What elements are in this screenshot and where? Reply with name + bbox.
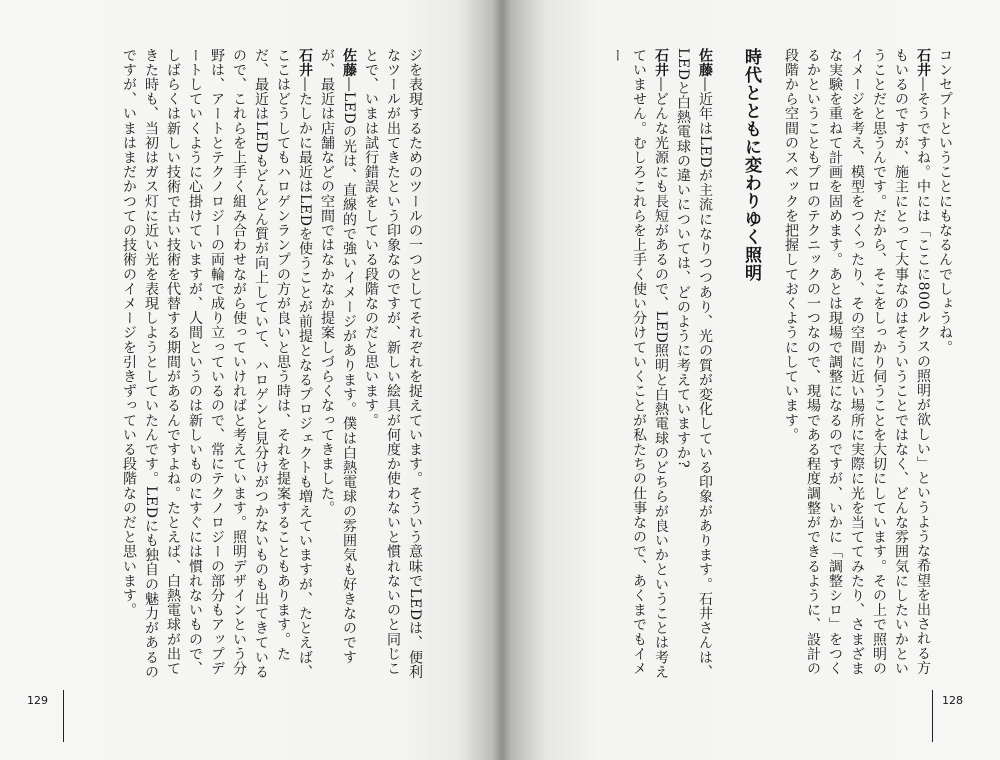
folio-rule: [63, 690, 64, 742]
dialogue-paragraph: 石井―たしかに最近はLEDを使うことが前提となるプロジェクトも増えていますが、たとえば、ここはどうしてもハロゲンランプの方が良いと思う時は、それを提案することもあります。ただ、最近はLEDもどんどん質が向上していて、ハロゲンと見分けがつかないものも出てきているので、これらを上手く組み合わせながら使っていければと考えています。照明デザインという分野は、アートとテクノロジーの両輪で成り立っているので、常にテクノロジーの部分もアップデートしていくように心掛けていますが、人間というのは新しいものにすぐには慣れないもので、しばらくは新しい技術で古い技術を代替する期間があるんですよね。たとえば、白熱電球が出てきた時も、当初はガス灯に近い光を表現しようとしていたんです。LEDにも独自の魅力があるのですが、いまはまだかつての技術のイメージを引きずっている段階なのだと思います。: [121, 48, 313, 680]
right-page: [500, 0, 1000, 760]
paragraph-text: コンセプトということにもなるんでしょうね。: [937, 48, 953, 355]
dialogue-paragraph: 佐藤―近年はLEDが主流になりつつあり、光の質が変化している印象があります。石井さんは、LEDと白熱電球の違いについては、どのように考えていますか?: [675, 48, 713, 680]
dialogue-text: LEDの光は、直線的で強いイメージがあります。僕は白熱電球の雰囲気も好きなのですが、最近は店舗などの空間ではなかなか提案しづらくなってきました。: [319, 48, 357, 665]
right-page-text-column: [536, 48, 956, 688]
dialogue-paragraph: 石井―そうですね。中には「ここに800ルクスの照明が欲しい」というような希望を出される方もいるのですが、施主にとって大事なのはそういうことではなく、どんな雰囲気にしたいかということだと思うんです。だから、そこをしっかり伺うことを大切にしています。その上で照明のイメージを考え、模型をつくったり、その空間に近い場所に実際に光を当ててみたり、さまざまな実験を重ねて計画を固めます。あとは現場で調整になるのですが、いかに「調整シロ」をつくるかということもプロのテクニックの一つなので、現場である程度調整ができるように、設計の段階から空間のスペックを把握しておくようにしています。: [783, 48, 931, 676]
page-number: 128: [942, 694, 963, 707]
speaker-name: 佐藤: [341, 48, 357, 78]
paragraph: [360, 48, 426, 688]
paragraph: [934, 48, 956, 688]
dialogue-paragraph: 佐藤―LEDの光は、直線的で強いイメージがあります。僕は白熱電球の雰囲気も好きなのですが、最近は店舗などの空間ではなかなか提案しづらくなってきました。: [319, 48, 357, 665]
section-heading: 時代とともに変わりゆく照明: [741, 48, 761, 282]
speaker-name: 石井: [653, 48, 669, 78]
left-page-text-column: [76, 48, 426, 688]
dialogue-paragraph: 石井―どんな光源にも長短があるので、LED照明と白熱電球のどちらが良いかということは考えていません。むしろこれらを上手く使い分けていくことが私たちの仕事なので、あくまでもイメー: [609, 48, 669, 680]
dialogue-text: どんな光源にも長短があるので、LED照明と白熱電球のどちらが良いかということは考えていません。むしろこれらを上手く使い分けていくことが私たちの仕事なので、あくまでもイメー: [609, 48, 669, 680]
speaker-name: 石井: [297, 48, 313, 78]
dialogue-text: そうですね。中には「ここに800ルクスの照明が欲しい」というような希望を出される方もいるのですが、施主にとって大事なのはそういうことではなく、どんな雰囲気にしたいかということだと思うんです。だから、そこをしっかり伺うことを大切にしています。その上で照明のイメージを考え、模型をつくったり、その空間に近い場所に実際に光を当ててみたり、さまざまな実験を重ねて計画を固めます。あとは現場で調整になるのですが、いかに「調整シロ」をつくるかということもプロのテクニックの一つなので、現場である程度調整ができるように、設計の段階から空間のスペックを把握しておくようにしています。: [783, 48, 931, 676]
folio-rule: [932, 690, 933, 742]
speaker-name: 石井: [915, 48, 931, 78]
paragraph-text: ジを表現するためのツールの一つとしてそれぞれを捉えています。そういう意味でLEDは、便利なツールが出てきたという印象なのですが、新しい絵具が何度か使わないと慣れないのと同じことで、いまは試行錯誤をしている段階なのだと思います。: [363, 48, 423, 680]
dialogue-text: たしかに最近はLEDを使うことが前提となるプロジェクトも増えていますが、たとえば、ここはどうしてもハロゲンランプの方が良いと思う時は、それを提案することもあります。ただ、最近はLEDもどんどん質が向上していて、ハロゲンと見分けがつかないものも出てきているので、これらを上手く組み合わせながら使っていければと考えています。照明デザインという分野は、アートとテクノロジーの両輪で成り立っているので、常にテクノロジーの部分もアップデートしていくように心掛けていますが、人間というのは新しいものにすぐには慣れないもので、しばらくは新しい技術で古い技術を代替する期間があるんですよね。たとえば、白熱電球が出てきた時も、当初はガス灯に近い光を表現しようとしていたんです。LEDにも独自の魅力があるのですが、いまはまだかつての技術のイメージを引きずっている段階なのだと思います。: [121, 48, 313, 680]
speaker-name: 佐藤: [697, 48, 713, 78]
dialogue-text: 近年はLEDが主流になりつつあり、光の質が変化している印象があります。石井さんは、LEDと白熱電球の違いについては、どのように考えていますか?: [675, 48, 713, 680]
page-number: 129: [27, 694, 48, 707]
